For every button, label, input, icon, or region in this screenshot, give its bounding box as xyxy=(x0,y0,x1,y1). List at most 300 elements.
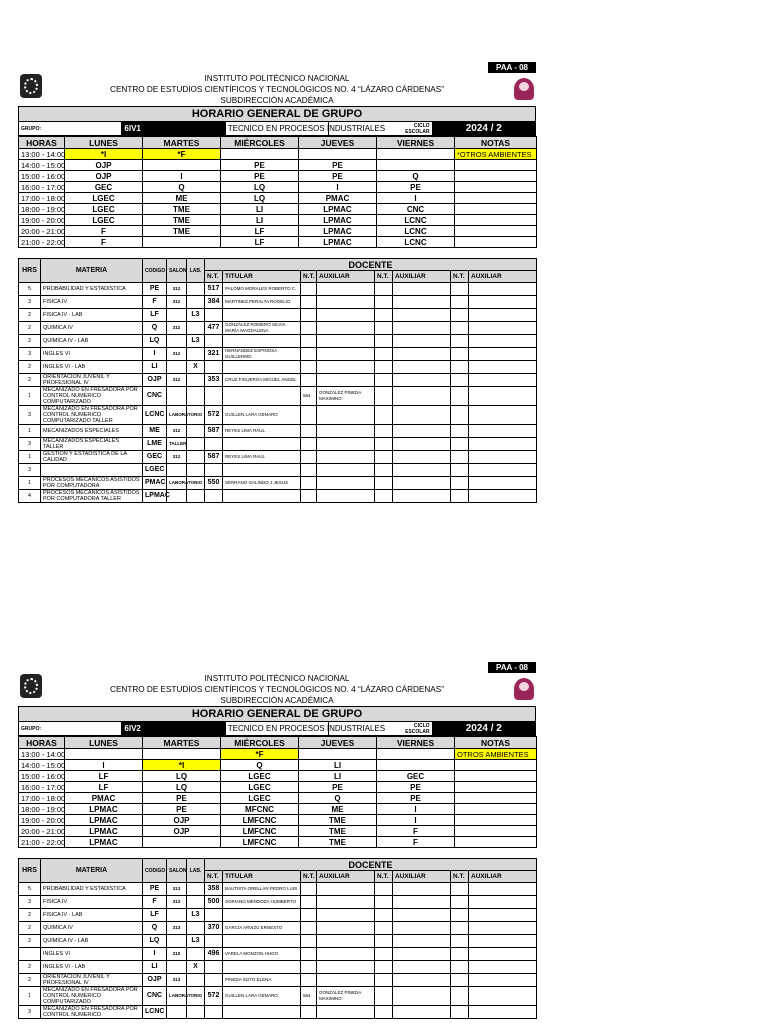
teacher-nt: 321 xyxy=(205,348,223,361)
time-slot: 13:00 - 14:00 xyxy=(19,749,65,760)
teacher-auxiliar xyxy=(317,961,375,974)
subject-row xyxy=(19,896,537,909)
subject-hours: 2 xyxy=(19,974,41,987)
teacher-titular: MARTINEZ PERALTA ROGELIO xyxy=(223,296,301,309)
aux-nt xyxy=(301,464,317,477)
schedule-cell: CNC xyxy=(377,204,455,215)
schedule-cell xyxy=(455,771,537,782)
group-label: GRUPO: xyxy=(19,122,122,136)
aux-nt xyxy=(301,438,317,451)
subject-lab xyxy=(187,425,205,438)
subject-code: LME xyxy=(143,438,167,451)
subject-room: 312 xyxy=(167,322,187,335)
cycle-label-1: CICLO xyxy=(414,722,430,729)
schedule-cell: LI xyxy=(221,204,299,215)
subject-name: MECANIZADOS ESPECIALES xyxy=(41,425,143,438)
subject-hours: 3 xyxy=(19,1006,41,1019)
subject-row xyxy=(19,406,537,425)
schedule-cell: TME xyxy=(299,837,377,848)
schedule-cell: I xyxy=(377,804,455,815)
subjects-table xyxy=(18,858,537,1019)
nt-subheader: N.T. xyxy=(451,871,469,883)
subject-lab: L3 xyxy=(187,335,205,348)
subject-room xyxy=(167,961,187,974)
schedule-cell: PMAC xyxy=(299,193,377,204)
subject-code: I xyxy=(143,348,167,361)
cycle-label-2: ESCOLAR xyxy=(405,128,430,135)
subject-name: MECANIZADOS ESPECIALES TALLER xyxy=(41,438,143,451)
teacher-auxiliar xyxy=(317,283,375,296)
teacher-nt: 572 xyxy=(205,987,223,1006)
aux-nt xyxy=(301,909,317,922)
subject-lab: X xyxy=(187,961,205,974)
hrs-header: HRS xyxy=(19,259,41,283)
subject-hours: 2 xyxy=(19,361,41,374)
schedule-cell: LPMAC xyxy=(65,815,143,826)
schedule-row xyxy=(19,782,537,793)
teacher-auxiliar xyxy=(317,374,375,387)
subject-room: 312 xyxy=(167,296,187,309)
nt-subheader: N.T. xyxy=(301,271,317,283)
subject-code: LCNC xyxy=(143,1006,167,1019)
school-logo-icon xyxy=(514,678,534,700)
schedule-cell: LQ xyxy=(221,193,299,204)
schedule-cell xyxy=(455,215,537,226)
subject-lab xyxy=(187,490,205,503)
schedule-cell: LMFCNC xyxy=(221,815,299,826)
page-title: HORARIO GENERAL DE GRUPO xyxy=(19,707,536,722)
aux-nt xyxy=(301,283,317,296)
subject-lab: L3 xyxy=(187,909,205,922)
schedule-row xyxy=(19,149,537,160)
subject-name: INGLES VI - LAB xyxy=(41,961,143,974)
teacher-nt: 496 xyxy=(205,948,223,961)
schedule-cell: LMFCNC xyxy=(221,826,299,837)
teacher-nt: 353 xyxy=(205,374,223,387)
subject-row xyxy=(19,283,537,296)
subject-name: QUIMICA IV xyxy=(41,922,143,935)
teacher-auxiliar xyxy=(317,348,375,361)
time-slot: 17:00 - 18:00 xyxy=(19,793,65,804)
teacher-titular: CRUZ FIGUEROA MIGUEL ANGEL xyxy=(223,374,301,387)
schedule-cell: *F xyxy=(143,149,221,160)
subject-lab xyxy=(187,922,205,935)
auxiliar-subheader: AUXILIAR xyxy=(469,271,537,283)
ipn-logo-icon xyxy=(20,74,42,98)
teacher-nt xyxy=(205,438,223,451)
schedule-cell: ME xyxy=(299,804,377,815)
schedule-cell xyxy=(221,149,299,160)
schedule-cell: LPMAC xyxy=(65,837,143,848)
teacher-titular: GONZÁLEZ ROMERO SILVIA MARÍA MAGDALENA xyxy=(223,322,301,335)
schedule-cell xyxy=(455,793,537,804)
subject-lab xyxy=(187,322,205,335)
subject-room: 313 xyxy=(167,883,187,896)
teacher-nt xyxy=(205,909,223,922)
subject-code: PMAC xyxy=(143,477,167,490)
teacher-titular xyxy=(223,961,301,974)
subject-lab xyxy=(187,451,205,464)
subject-hours: 1 xyxy=(19,987,41,1006)
aux-nt xyxy=(301,322,317,335)
titular-subheader: TITULAR xyxy=(223,271,301,283)
schedule-cell: LF xyxy=(65,782,143,793)
subject-name: ORIENTACION JUVENIL Y PROFESIONAL IV xyxy=(41,374,143,387)
subject-code: LGEC xyxy=(143,464,167,477)
subject-name: MECANIZADO EN FRESADORA POR CONTROL NUMERICO COMPUTARIZADO xyxy=(41,387,143,406)
teacher-header: DOCENTE xyxy=(205,859,537,871)
schedule-cell: OJP xyxy=(143,815,221,826)
schedule-row xyxy=(19,804,537,815)
teacher-titular: VARELA MONZON HUGO xyxy=(223,948,301,961)
subject-room xyxy=(167,361,187,374)
subject-code: Q xyxy=(143,922,167,935)
schedule-cell: F xyxy=(65,237,143,248)
schedule-cell xyxy=(455,815,537,826)
time-slot: 20:00 - 21:00 xyxy=(19,226,65,237)
subject-hours: 2 xyxy=(19,309,41,322)
teacher-auxiliar xyxy=(317,922,375,935)
subject-code: LCNC xyxy=(143,406,167,425)
subject-row xyxy=(19,322,537,335)
school-name: CENTRO DE ESTUDIOS CIENTÍFICOS Y TECNOLÓGICOS NO. 4 “LÁZARO CÁRDENAS” xyxy=(110,85,444,94)
time-slot: 15:00 - 16:00 xyxy=(19,171,65,182)
subject-row xyxy=(19,464,537,477)
subject-hours: 3 xyxy=(19,896,41,909)
aux-nt xyxy=(301,425,317,438)
nt-subheader: N.T. xyxy=(375,271,393,283)
teacher-auxiliar xyxy=(317,490,375,503)
schedule-cell: I xyxy=(299,182,377,193)
subject-lab xyxy=(187,387,205,406)
subject-lab xyxy=(187,348,205,361)
schedule-row xyxy=(19,182,537,193)
aux-nt: 584 xyxy=(301,387,317,406)
subject-room xyxy=(167,387,187,406)
subject-hours: 5 xyxy=(19,283,41,296)
nt-subheader: N.T. xyxy=(375,871,393,883)
subject-name: FISICA IV xyxy=(41,296,143,309)
subject-room xyxy=(167,335,187,348)
teacher-titular xyxy=(223,335,301,348)
subject-name: QUIMICA IV - LAB xyxy=(41,935,143,948)
teacher-auxiliar xyxy=(317,974,375,987)
schedule-cell: PE xyxy=(377,182,455,193)
institution-name: INSTITUTO POLITÉCNICO NACIONAL xyxy=(204,74,350,83)
schedule-cell xyxy=(377,749,455,760)
subject-room: 313 xyxy=(167,922,187,935)
teacher-auxiliar xyxy=(317,948,375,961)
schedule-cell: PE xyxy=(377,793,455,804)
subject-hours: 2 xyxy=(19,374,41,387)
teacher-nt xyxy=(205,335,223,348)
subject-code: LQ xyxy=(143,935,167,948)
subject-row xyxy=(19,909,537,922)
nt-subheader: N.T. xyxy=(205,871,223,883)
schedule-cell xyxy=(455,782,537,793)
subject-lab xyxy=(187,283,205,296)
schedule-row xyxy=(19,204,537,215)
schedule-cell xyxy=(455,171,537,182)
subject-room xyxy=(167,1006,187,1019)
schedule-cell: LGEC xyxy=(65,215,143,226)
subject-name: QUIMICA IV xyxy=(41,322,143,335)
header-table xyxy=(18,706,536,736)
subject-lab xyxy=(187,896,205,909)
aux-nt xyxy=(301,296,317,309)
aux-nt xyxy=(301,348,317,361)
teacher-titular: BAUTISTA ORELLAN PEDRO LUIS xyxy=(223,883,301,896)
schedule-cell: LF xyxy=(221,237,299,248)
subject-lab xyxy=(187,974,205,987)
teacher-titular xyxy=(223,909,301,922)
institution-header xyxy=(18,60,536,106)
teacher-titular xyxy=(223,464,301,477)
subject-room xyxy=(167,909,187,922)
teacher-nt xyxy=(205,935,223,948)
subject-lab xyxy=(187,1006,205,1019)
schedule-cell: LQ xyxy=(143,782,221,793)
schedule-cell: LI xyxy=(221,215,299,226)
teacher-nt: 587 xyxy=(205,425,223,438)
teacher-titular xyxy=(223,1006,301,1019)
schedule-cell: PE xyxy=(299,782,377,793)
subject-name: GESTION Y ESTADISTICA DE LA CALIDAD xyxy=(41,451,143,464)
teacher-titular xyxy=(223,361,301,374)
time-slot: 18:00 - 19:00 xyxy=(19,204,65,215)
schedule-header: MARTES xyxy=(143,737,221,749)
schedule-cell: LPMAC xyxy=(299,226,377,237)
school-name: CENTRO DE ESTUDIOS CIENTÍFICOS Y TECNOLÓGICOS NO. 4 “LÁZARO CÁRDENAS” xyxy=(110,685,444,694)
subject-room: 312 xyxy=(167,283,187,296)
subject-code: F xyxy=(143,296,167,309)
aux-nt xyxy=(301,961,317,974)
subject-lab xyxy=(187,883,205,896)
teacher-auxiliar: GONZALEZ PINEDA MAXIMINO xyxy=(317,987,375,1006)
institution-header xyxy=(18,660,536,706)
subject-row xyxy=(19,961,537,974)
schedule-row xyxy=(19,826,537,837)
time-slot: 13:00 - 14:00 xyxy=(19,149,65,160)
subject-code: GEC xyxy=(143,451,167,464)
subject-code: LI xyxy=(143,961,167,974)
subject-room xyxy=(167,309,187,322)
schedule-cell: LQ xyxy=(143,771,221,782)
schedule-cell xyxy=(455,760,537,771)
subject-hours: 5 xyxy=(19,883,41,896)
subject-hours: 2 xyxy=(19,935,41,948)
subject-room xyxy=(167,935,187,948)
aux-nt xyxy=(301,974,317,987)
teacher-nt: 370 xyxy=(205,922,223,935)
subject-header: MATERIA xyxy=(41,259,143,283)
schedule-cell: TME xyxy=(143,204,221,215)
subject-hours: 2 xyxy=(19,322,41,335)
schedule-row xyxy=(19,815,537,826)
subject-header: MATERIA xyxy=(41,859,143,883)
subject-hours: 3 xyxy=(19,406,41,425)
teacher-nt: 572 xyxy=(205,406,223,425)
subject-lab: X xyxy=(187,361,205,374)
teacher-titular: HERNANDEZ ESPINOSA GUILLERMO xyxy=(223,348,301,361)
schedule-header: LUNES xyxy=(65,737,143,749)
department-name: SUBDIRECCIÓN ACADÉMICA xyxy=(220,696,334,705)
nt-subheader: N.T. xyxy=(205,271,223,283)
room-header: SALON xyxy=(167,859,187,883)
schedule-cell xyxy=(455,182,537,193)
room-header: SALON xyxy=(167,259,187,283)
schedule-row xyxy=(19,760,537,771)
subject-name: ORIENTACION JUVENIL Y PROFESIONAL IV xyxy=(41,974,143,987)
subject-row xyxy=(19,1006,537,1019)
subject-code: CNC xyxy=(143,387,167,406)
schedule-header: NOTAS xyxy=(455,137,537,149)
subject-row xyxy=(19,374,537,387)
teacher-nt xyxy=(205,974,223,987)
subject-name: PROBABILIDAD Y ESTADISTICA xyxy=(41,883,143,896)
subject-code: OJP xyxy=(143,374,167,387)
weekly-schedule-table xyxy=(18,136,537,248)
aux-nt xyxy=(301,922,317,935)
schedule-cell: TME xyxy=(143,215,221,226)
teacher-nt xyxy=(205,490,223,503)
subject-code: PE xyxy=(143,883,167,896)
teacher-auxiliar xyxy=(317,1006,375,1019)
subject-hours: 2 xyxy=(19,961,41,974)
aux-nt xyxy=(301,1006,317,1019)
teacher-titular: GUILLEN LARA GENARO xyxy=(223,406,301,425)
schedule-row xyxy=(19,237,537,248)
schedule-cell: PE xyxy=(299,160,377,171)
schedule-cell: LGEC xyxy=(65,204,143,215)
schedule-cell: LPMAC xyxy=(299,215,377,226)
code-header: CODIGO xyxy=(143,259,167,283)
subject-name: INGLES VI xyxy=(41,948,143,961)
teacher-titular: REYES LIMA RAUL xyxy=(223,425,301,438)
teacher-nt xyxy=(205,464,223,477)
schedule-cell xyxy=(299,749,377,760)
aux-nt: 584 xyxy=(301,987,317,1006)
subject-room: 210 xyxy=(167,948,187,961)
auxiliar-subheader: AUXILIAR xyxy=(317,271,375,283)
subject-row xyxy=(19,922,537,935)
schedule-cell: LGEC xyxy=(221,771,299,782)
time-slot: 17:00 - 18:00 xyxy=(19,193,65,204)
subject-code: LQ xyxy=(143,335,167,348)
subject-name: PROCESOS MECANICOS ASISTIDOS POR COMPUTADORA TALLER xyxy=(41,490,143,503)
schedule-header: VIERNES xyxy=(377,737,455,749)
subject-room: 312 xyxy=(167,348,187,361)
subject-lab xyxy=(187,438,205,451)
schedule-cell xyxy=(143,160,221,171)
aux-nt xyxy=(301,896,317,909)
teacher-auxiliar xyxy=(317,464,375,477)
subject-row xyxy=(19,490,537,503)
teacher-nt: 550 xyxy=(205,477,223,490)
schedule-header: MIÉRCOLES xyxy=(221,737,299,749)
teacher-nt xyxy=(205,309,223,322)
subject-name: MECANIZADO EN FRESADORA POR CONTROL NUMERICO COMPUTARIZADO xyxy=(41,987,143,1006)
schedule-header: MIÉRCOLES xyxy=(221,137,299,149)
schedule-header: JUEVES xyxy=(299,137,377,149)
schedule-cell xyxy=(455,826,537,837)
subject-hours: 3 xyxy=(19,464,41,477)
schedule-cell: ME xyxy=(143,193,221,204)
schedule-cell: PMAC xyxy=(65,793,143,804)
auxiliar-subheader: AUXILIAR xyxy=(393,871,451,883)
teacher-auxiliar xyxy=(317,438,375,451)
schedule-cell xyxy=(377,760,455,771)
subject-row xyxy=(19,335,537,348)
time-slot: 19:00 - 20:00 xyxy=(19,815,65,826)
form-code-badge: PAA - 08 xyxy=(488,662,536,673)
time-slot: 16:00 - 17:00 xyxy=(19,782,65,793)
subject-code: F xyxy=(143,896,167,909)
schedule-cell: LCNC xyxy=(377,215,455,226)
teacher-auxiliar xyxy=(317,477,375,490)
teacher-auxiliar xyxy=(317,406,375,425)
subject-room: 312 xyxy=(167,425,187,438)
schedule-cell: LGEC xyxy=(221,793,299,804)
schedule-cell: GEC xyxy=(377,771,455,782)
schedule-cell: LI xyxy=(299,771,377,782)
subject-hours: 1 xyxy=(19,451,41,464)
schedule-cell xyxy=(455,160,537,171)
teacher-titular: GUILLEN LARA GENARO xyxy=(223,987,301,1006)
schedule-cell xyxy=(455,226,537,237)
schedule-cell: TME xyxy=(299,826,377,837)
subject-row xyxy=(19,477,537,490)
time-slot: 15:00 - 16:00 xyxy=(19,771,65,782)
career-name: TECNICO EN PROCESOS INDUSTRIALES xyxy=(225,722,328,736)
teacher-titular: SERRANO GALINDO J JESUS xyxy=(223,477,301,490)
schedule-row xyxy=(19,749,537,760)
schedule-cell: LF xyxy=(65,771,143,782)
time-slot: 21:00 - 22:00 xyxy=(19,837,65,848)
subject-lab xyxy=(187,296,205,309)
teacher-nt xyxy=(205,1006,223,1019)
lab-header: LAB. xyxy=(187,859,205,883)
schedule-cell: PE xyxy=(221,160,299,171)
schedule-cell: I xyxy=(377,193,455,204)
schedule-cell: LMFCNC xyxy=(221,837,299,848)
subject-lab xyxy=(187,948,205,961)
subject-name: PROCESOS MECANICOS ASISTIDOS POR COMPUTADORA xyxy=(41,477,143,490)
schedule-cell: *F xyxy=(221,749,299,760)
teacher-titular: PINEDA SOTO ELENA xyxy=(223,974,301,987)
time-slot: 21:00 - 22:00 xyxy=(19,237,65,248)
aux-nt xyxy=(301,309,317,322)
header-table xyxy=(18,106,536,136)
teacher-auxiliar xyxy=(317,335,375,348)
subject-row xyxy=(19,948,537,961)
teacher-titular xyxy=(223,309,301,322)
subject-room: LABORATORIO xyxy=(167,406,187,425)
aux-nt xyxy=(301,361,317,374)
cycle-value: 2024 / 2 xyxy=(432,722,535,736)
subject-lab: L3 xyxy=(187,309,205,322)
subject-room: 313 xyxy=(167,896,187,909)
teacher-nt: 517 xyxy=(205,283,223,296)
auxiliar-subheader: AUXILIAR xyxy=(393,271,451,283)
subject-row xyxy=(19,361,537,374)
schedule-row xyxy=(19,771,537,782)
teacher-auxiliar xyxy=(317,322,375,335)
schedule-cell: LQ xyxy=(221,182,299,193)
subject-row xyxy=(19,425,537,438)
teacher-header: DOCENTE xyxy=(205,259,537,271)
form-code-badge: PAA - 08 xyxy=(488,62,536,73)
